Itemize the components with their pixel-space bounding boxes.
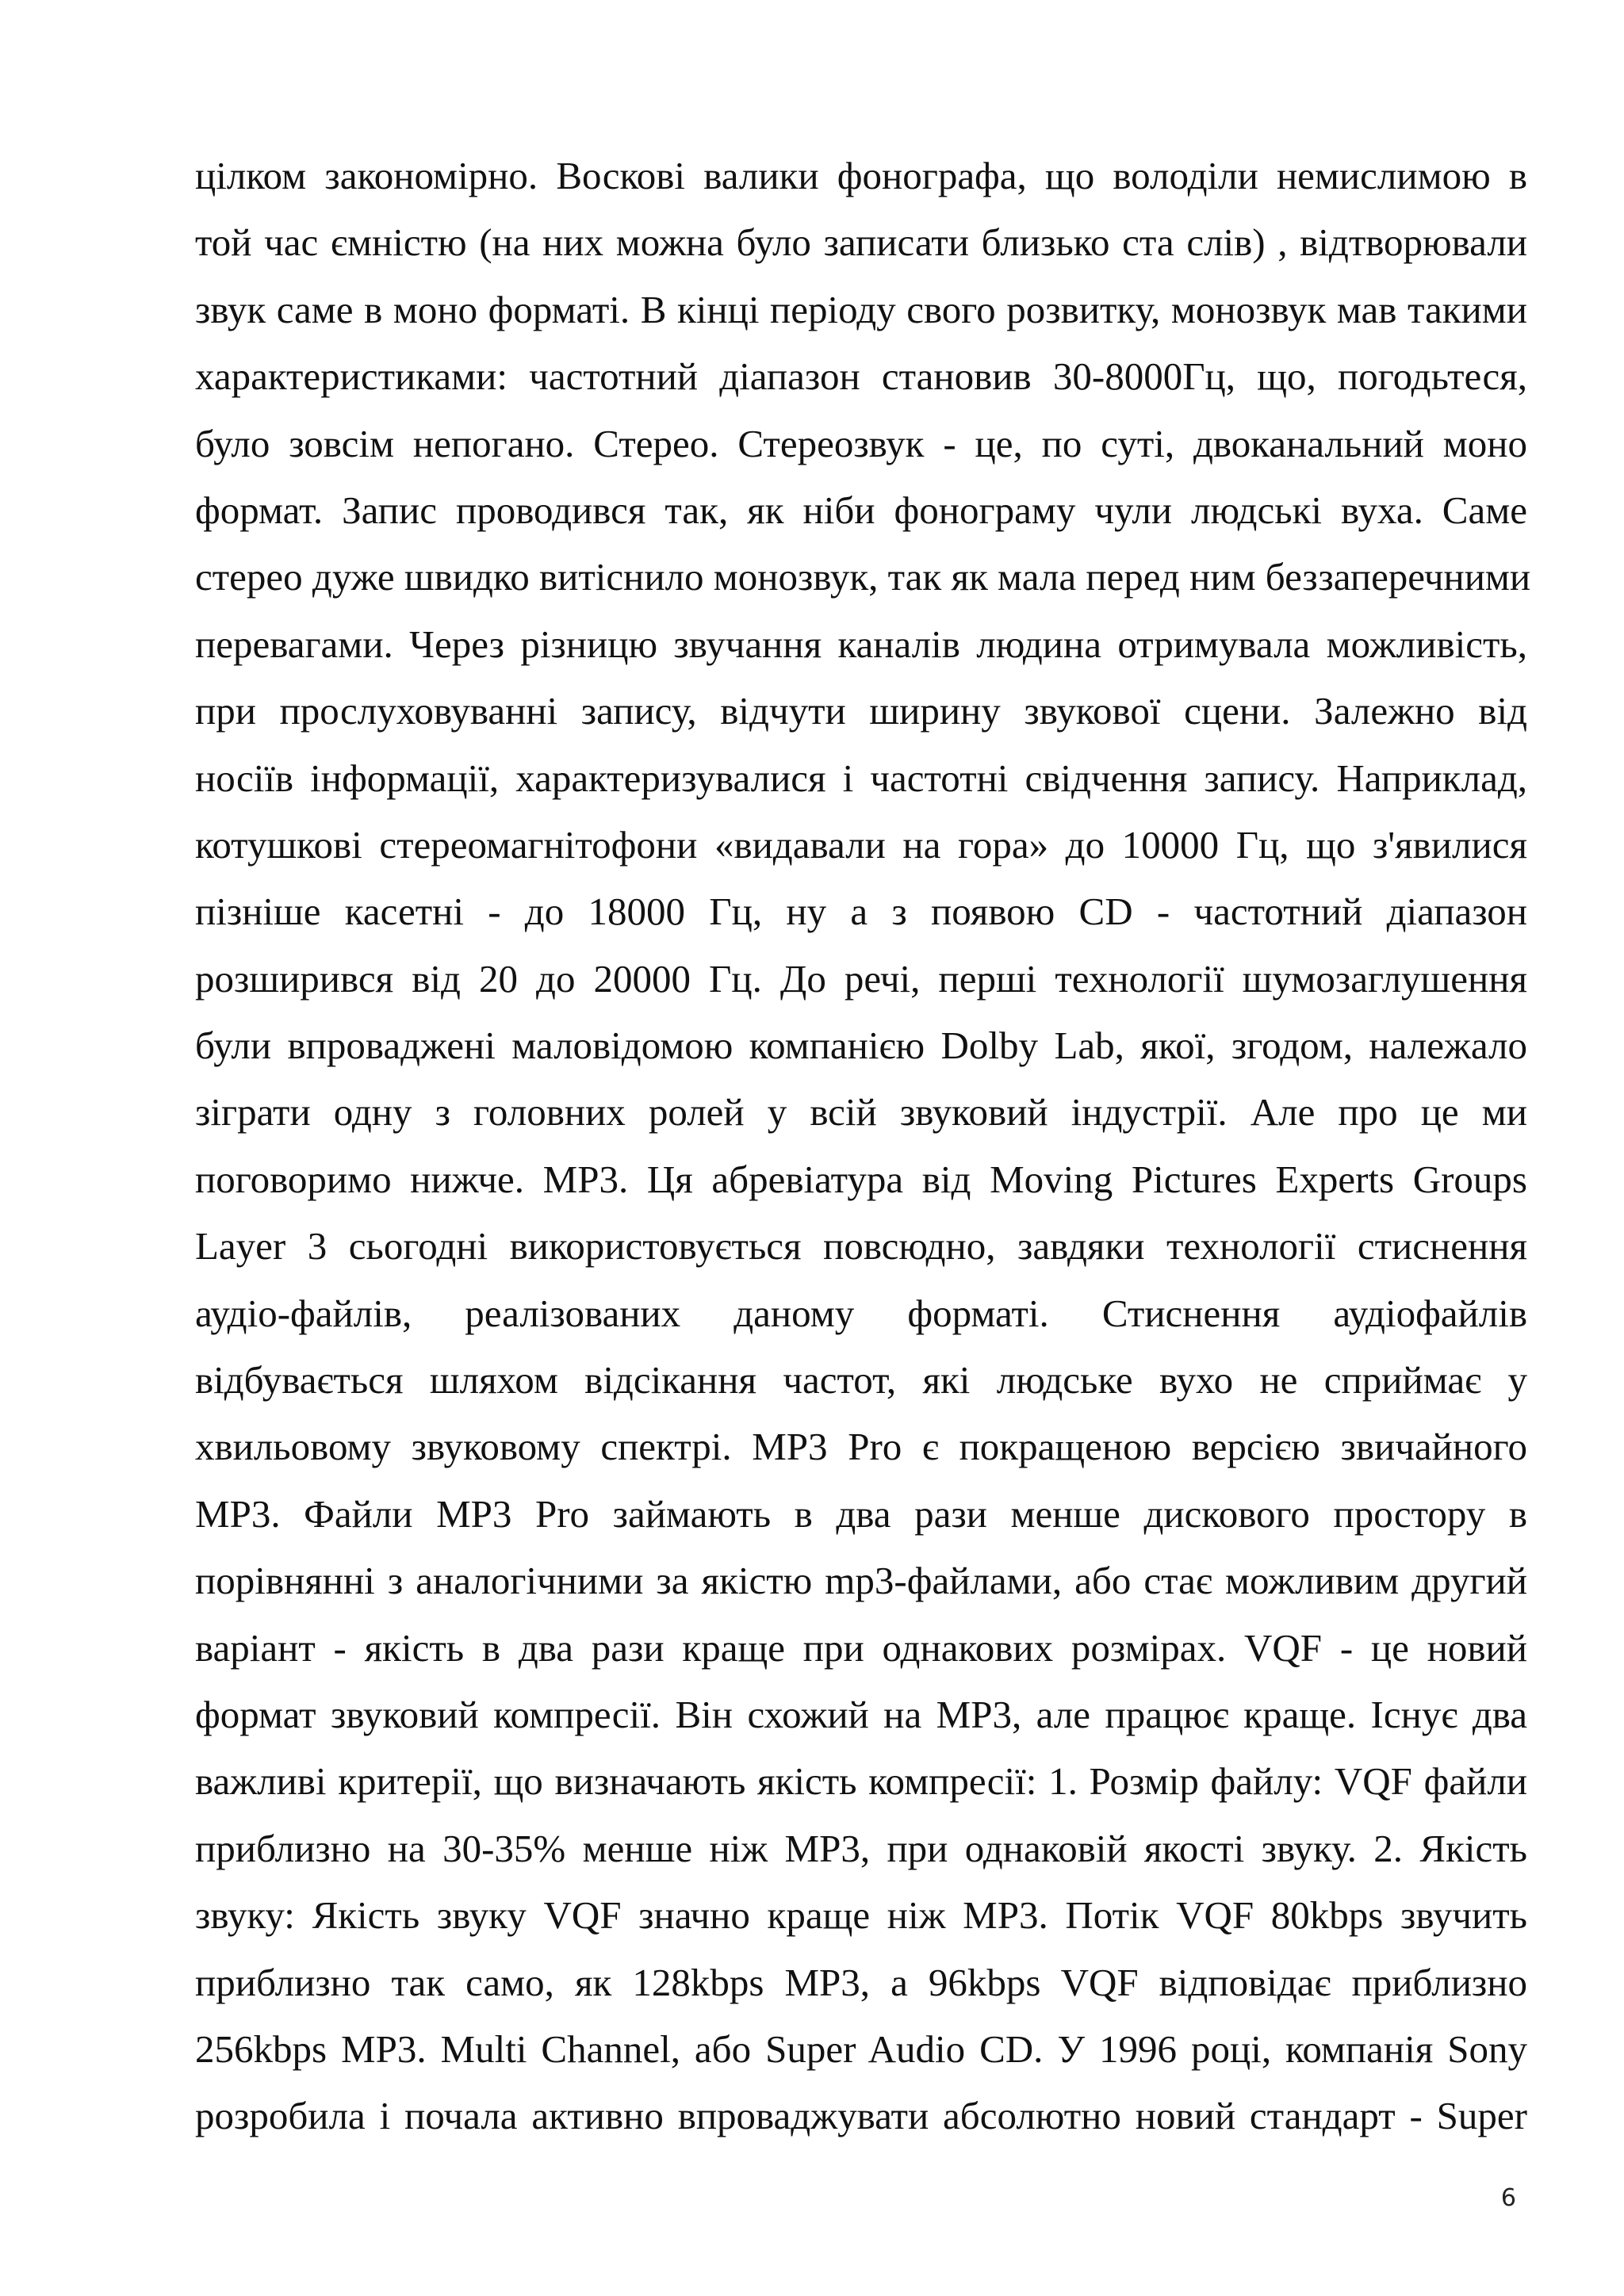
text-line: стерео дуже швидко витіснило монозвук, так як мала перед ним беззаперечними [195, 555, 1531, 599]
text-line: важливі критерії, що визначають якість компресії: 1. Розмір файлу: VQF файли [195, 1759, 1527, 1804]
text-line: Layer 3 сьогодні використовується повсюдно, завдяки технології стиснення [195, 1224, 1527, 1269]
text-line: приблизно так само, як 128kbps MP3, а 96kbps VQF відповідає приблизно [195, 1960, 1527, 2004]
text-line: хвильовому звуковому спектрі. MP3 Pro є покращеною версією звичайного [195, 1425, 1527, 1469]
text-line: цілком закономірно. Воскові валики фонографа, що володіли немислимою в [195, 154, 1527, 197]
text-line: було зовсім непогано. Стерео. Стереозвук - це, по суті, двоканальний моно [195, 421, 1527, 465]
text-line: 256kbps MP3. Multi Channel, або Super Audio CD. У 1996 році, компанія Sony [195, 2026, 1527, 2071]
text-line: формат. Запис проводився так, як ніби фонограму чули людські вуха. Саме [195, 488, 1527, 532]
text-line: варіант - якість в два рази краще при однакових розмірах. VQF - це новий [195, 1625, 1527, 1670]
text-line: розширився від 20 до 20000 Гц. До речі, перші технології шумозаглушення [195, 956, 1527, 1001]
body-paragraph [195, 143, 1531, 2150]
text-line: порівнянні з аналогічними за якістю mp3-файлами, або стає можливим другий [195, 1559, 1527, 1603]
text-line: аудіо-файлів, реалізованих даному форматі. Стиснення аудіофайлів [195, 1291, 1527, 1335]
text-line: формат звуковий компресії. Він схожий на MP3, але працює краще. Існує два [195, 1692, 1527, 1736]
page-number: 6 [1500, 2184, 1516, 2212]
text-line: приблизно на 30-35% менше ніж MP3, при однаковій якості звуку. 2. Якість [195, 1826, 1527, 1870]
text-line: MP3. Файли MP3 Pro займають в два рази менше дискового простору в [195, 1491, 1527, 1536]
text-line: характеристиками: частотний діапазон становив 30-8000Гц, що, погодьтеся, [195, 354, 1527, 399]
text-line: перевагами. Через різницю звучання каналів людина отримувала можливість, [195, 622, 1527, 666]
text-line: той час ємністю (на них можна було записати близько ста слів) , відтворювали [195, 220, 1527, 265]
text-line: пізніше касетні - до 18000 Гц, ну а з появою CD - частотний діапазон [195, 890, 1527, 934]
text-line: розробила і почала активно впроваджувати абсолютно новий стандарт - Super [195, 2094, 1527, 2138]
text-line: відбувається шляхом відсікання частот, які людське вухо не сприймає у [195, 1358, 1527, 1402]
text-line: звуку: Якість звуку VQF значно краще ніж MP3. Потік VQF 80kbps звучить [195, 1893, 1527, 1938]
text-line: при прослуховуванні запису, відчути ширину звукової сцени. Залежно від [195, 689, 1527, 733]
text-line: носіїв інформації, характеризувалися і частотні свідчення запису. Наприклад, [195, 756, 1527, 800]
text-line: поговоримо нижче. MP3. Ця абревіатура від Moving Pictures Experts Groups [195, 1157, 1527, 1201]
text-line: котушкові стереомагнітофони «видавали на гора» до 10000 Гц, що з'явилися [195, 822, 1527, 867]
text-line: зіграти одну з головних ролей у всій звуковий індустрії. Але про це ми [195, 1090, 1527, 1135]
text-line: звук саме в моно форматі. В кінці періоду свого розвитку, монозвук мав такими [195, 287, 1527, 331]
text-line: були впроваджені маловідомою компанією Dolby Lab, якої, згодом, належало [195, 1024, 1527, 1068]
